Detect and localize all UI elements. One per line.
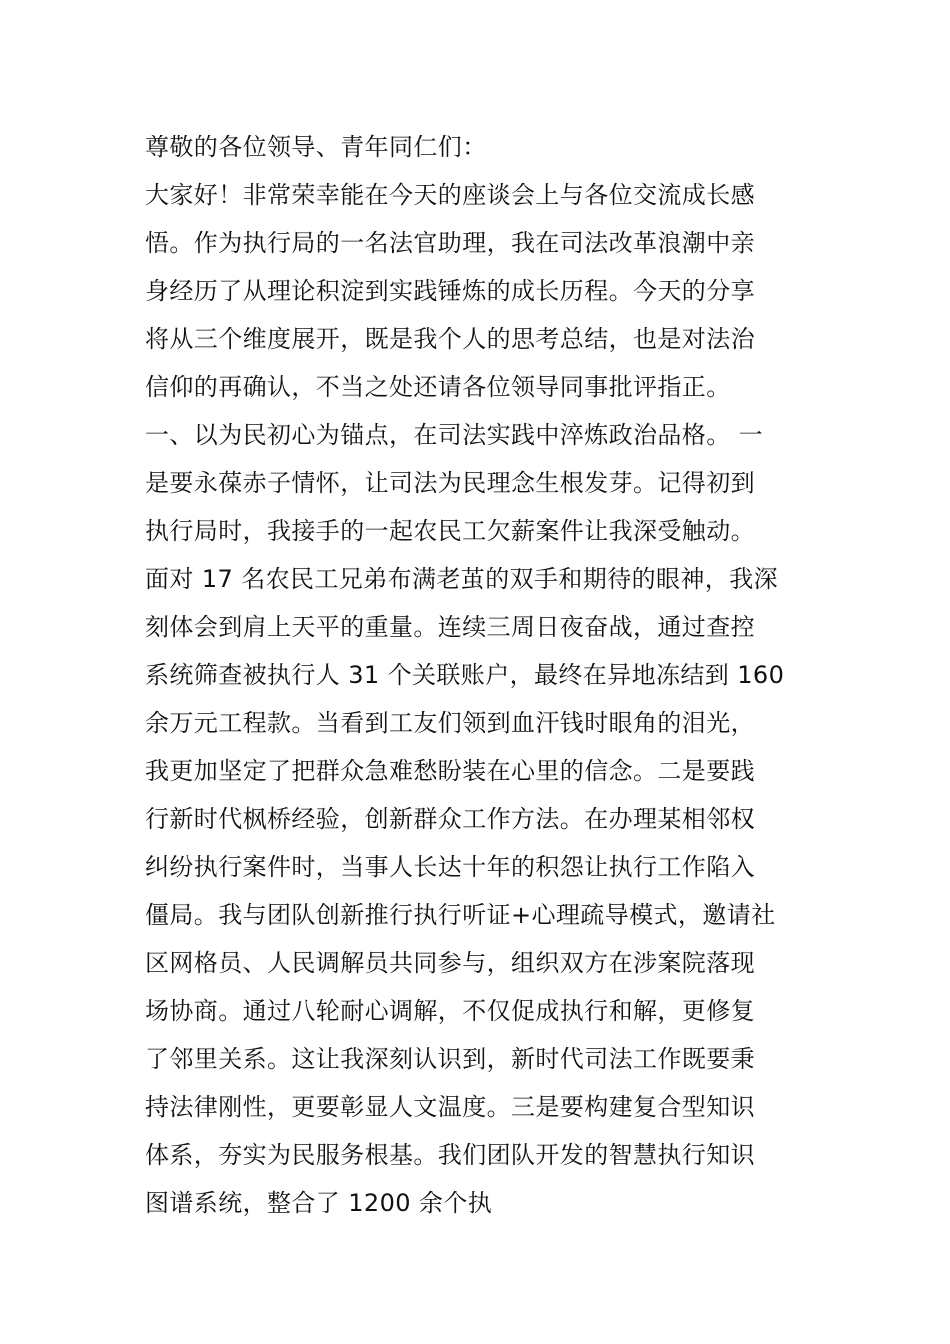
text-line: 体系，夯实为民服务根基。我们团队开发的智慧执行知识 <box>145 1141 755 1169</box>
text-line: 面对 17 名农民工兄弟布满老茧的双手和期待的眼神，我深 <box>145 565 778 593</box>
text-line: 信仰的再确认，不当之处还请各位领导同事批评指正。 <box>145 373 731 401</box>
text-line: 刻体会到肩上天平的重量。连续三周日夜奋战，通过查控 <box>145 613 755 641</box>
text-line: 僵局。我与团队创新推行执行听证+心理疏导模式，邀请社 <box>145 901 776 929</box>
speech-text <box>145 123 825 1227</box>
text-line: 系统筛查被执行人 31 个关联账户，最终在异地冻结到 160 <box>145 661 785 689</box>
salutation-line: 尊敬的各位领导、青年同仁们： <box>145 133 487 161</box>
text-line: 悟。作为执行局的一名法官助理，我在司法改革浪潮中亲 <box>145 229 755 257</box>
section-heading-line: 一、以为民初心为锚点，在司法实践中淬炼政治品格。 一 <box>145 421 764 449</box>
text-line: 图谱系统，整合了 1200 余个执 <box>145 1189 493 1217</box>
text-line: 场协商。通过八轮耐心调解，不仅促成执行和解，更修复 <box>145 997 755 1025</box>
text-line: 我更加坚定了把群众急难愁盼装在心里的信念。二是要践 <box>145 757 755 785</box>
text-line: 区网格员、人民调解员共同参与，组织双方在涉案院落现 <box>145 949 755 977</box>
text-line: 是要永葆赤子情怀，让司法为民理念生根发芽。记得初到 <box>145 469 755 497</box>
text-line: 执行局时，我接手的一起农民工欠薪案件让我深受触动。 <box>145 517 755 545</box>
text-line: 身经历了从理论积淀到实践锤炼的成长历程。今天的分享 <box>145 277 755 305</box>
text-line: 大家好！非常荣幸能在今天的座谈会上与各位交流成长感 <box>145 181 755 209</box>
text-line: 纠纷执行案件时，当事人长达十年的积怨让执行工作陷入 <box>145 853 755 881</box>
text-line: 将从三个维度展开，既是我个人的思考总结，也是对法治 <box>145 325 755 353</box>
text-line: 余万元工程款。当看到工友们领到血汗钱时眼角的泪光， <box>145 709 755 737</box>
text-line: 行新时代枫桥经验，创新群众工作方法。在办理某相邻权 <box>145 805 755 833</box>
text-line: 了邻里关系。这让我深刻认识到，新时代司法工作既要秉 <box>145 1045 755 1073</box>
text-line: 持法律刚性，更要彰显人文温度。三是要构建复合型知识 <box>145 1093 755 1121</box>
